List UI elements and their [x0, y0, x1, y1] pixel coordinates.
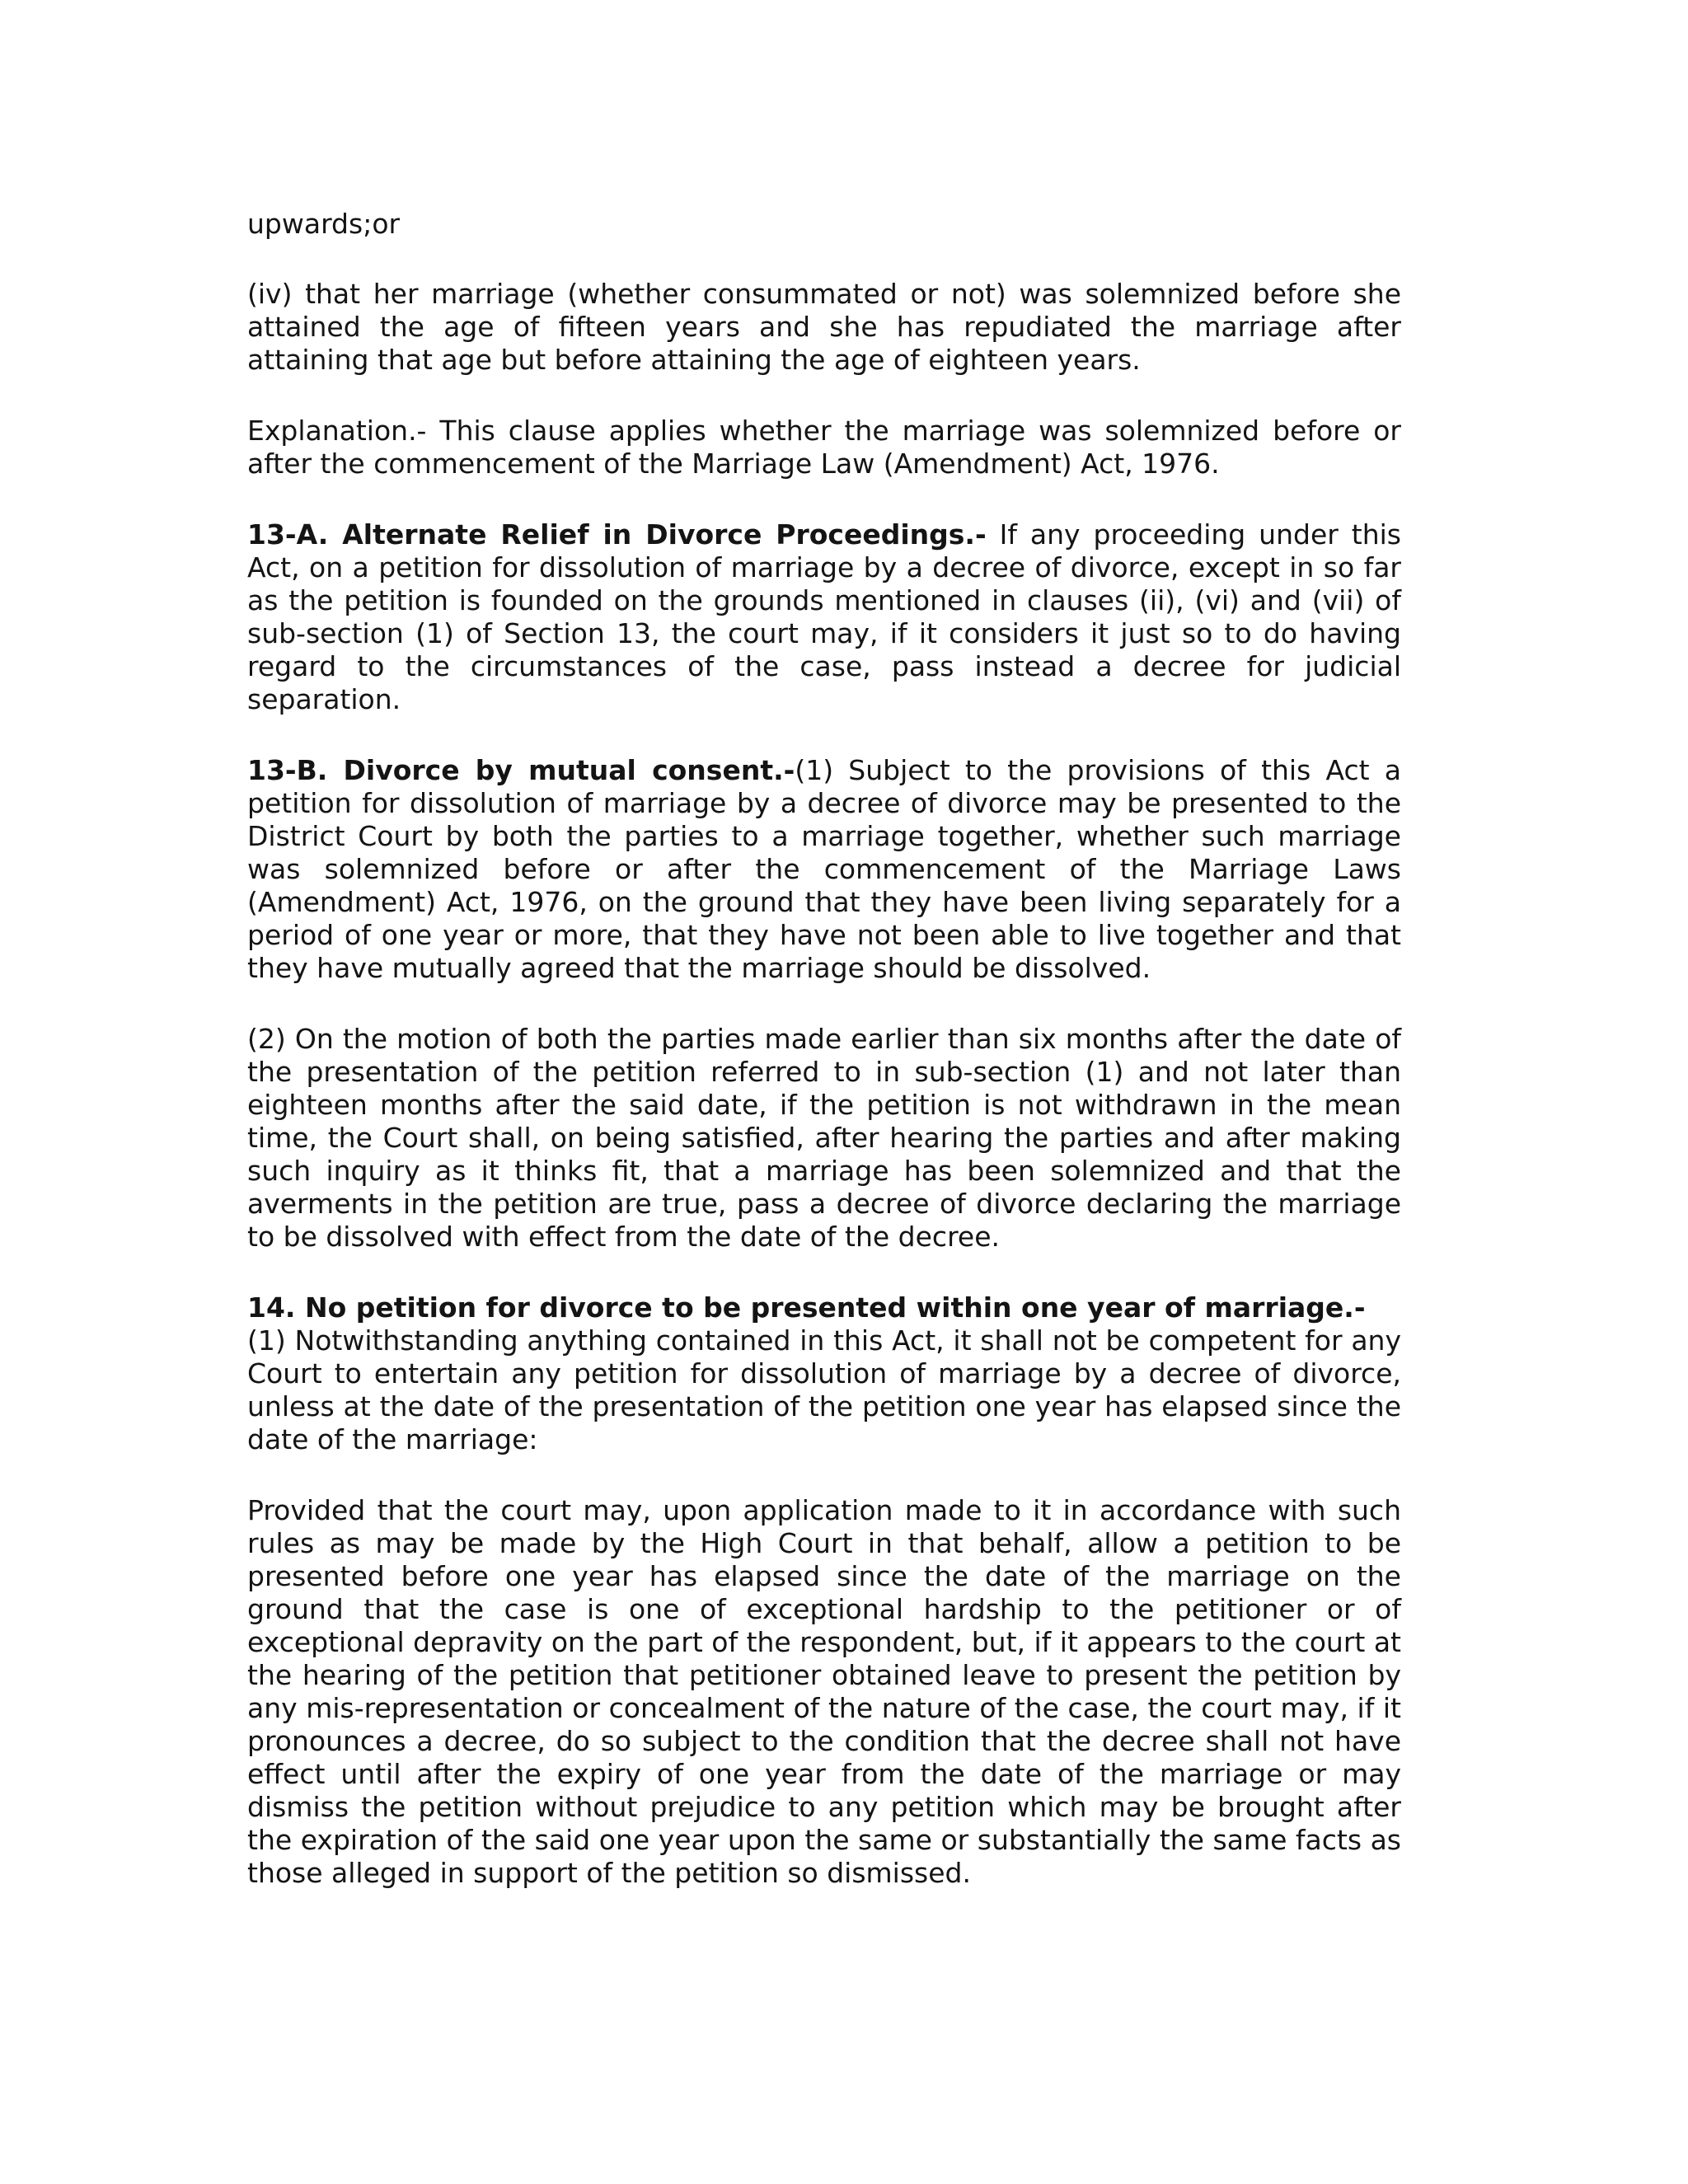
section-14: [247, 1291, 1401, 1456]
section-13a-heading: 13-A. Alternate Relief in Divorce Proceedings.-: [247, 518, 987, 551]
section-14-proviso: Provided that the court may, upon application made to it in accordance with such rules as may be made by the High Court in that behalf, allow a petition to be presented before one year has elapsed since the date of the marriage on the ground that the case is one of exceptional hardship to the petitioner or of exceptional depravity on the part of the respondent, but, if it appears to the court at the hearing of the petition that petitioner obtained leave to present the petition by any mis-representation or concealment of the nature of the case, the court may, if it pronounces a decree, do so subject to the condition that the decree shall not have effect until after the expiry of one year from the date of the marriage or may dismiss the petition without prejudice to any petition which may be brought after the expiration of the said one year upon the same or substantially the same facts as those alleged in support of the petition so dismissed.: [247, 1494, 1401, 1889]
section-13b-subsection-2: (2) On the motion of both the parties made earlier than six months after the date of the presentation of the petition referred to in sub-section (1) and not later than eighteen months after the said date, if the petition is not withdrawn in the mean time, the Court shall, on being satisfied, after hearing the parties and after making such inquiry as it thinks fit, that a marriage has been solemnized and that the averments in the petition are true, pass a decree of divorce declaring the marriage to be dissolved with effect from the date of the decree.: [247, 1023, 1401, 1253]
clause-iv: (iv) that her marriage (whether consummated or not) was solemnized before she attained the age of fifteen years and she has repudiated the marriage after attaining that age but before attaining the age of eighteen years.: [247, 278, 1401, 376]
section-13a-text: If any proceeding under this Act, on a petition for dissolution of marriage by a decree of divorce, except in so far as the petition is founded on the grounds mentioned in clauses (ii), (vi) and (vii) of sub-section (1) of Section 13, the court may, if it considers it just so to do having regard to the circumstances of the case, pass instead a decree for judicial separation.: [247, 518, 1401, 715]
section-14-text: (1) Notwithstanding anything contained in this Act, it shall not be competent for any Court to entertain any petition for dissolution of marriage by a decree of divorce, unless at the date of the presentation of the petition one year has elapsed since the date of the marriage:: [247, 1324, 1401, 1455]
section-13b-text: (1) Subject to the provisions of this Act a petition for dissolution of marriage by a decree of divorce may be presented to the District Court by both the parties to a marriage together, whether such marriage was solemnized before or after the commencement of the Marriage Laws (Amendment) Act, 1976, on the ground that they have been living separately for a period of one year or more, that they have not been able to live together and that they have mutually agreed that the marriage should be dissolved.: [247, 754, 1401, 984]
document-page: [247, 208, 1401, 1928]
continuation-text: upwards;or: [247, 208, 401, 240]
section-13b-heading: 13-B. Divorce by mutual consent.-: [247, 754, 795, 786]
explanation: Explanation.- This clause applies whether the marriage was solemnized before or after the commencement of the Marriage Law (Amendment) Act, 1976.: [247, 415, 1401, 480]
section-13a: [247, 518, 1401, 716]
section-13b: [247, 754, 1401, 985]
section-14-heading: 14. No petition for divorce to be presented within one year of marriage.-: [247, 1291, 1366, 1324]
